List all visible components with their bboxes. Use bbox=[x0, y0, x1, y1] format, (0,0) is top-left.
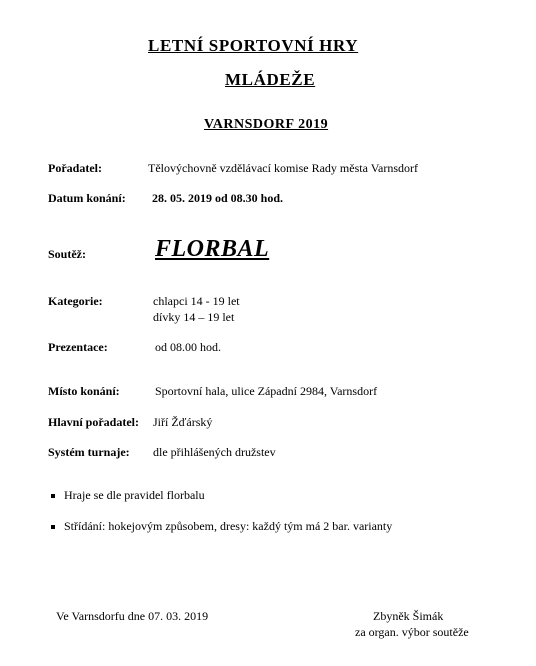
venue-label: Místo konání: bbox=[48, 384, 120, 398]
doc-title-line2: MLÁDEŽE bbox=[225, 70, 316, 89]
bullet-icon bbox=[51, 525, 55, 529]
registration-label: Prezentace: bbox=[48, 340, 108, 354]
main-organizer-label: Hlavní pořadatel: bbox=[48, 415, 140, 429]
competition-value: FLORBAL bbox=[155, 236, 270, 262]
date-label: Datum konání: bbox=[48, 191, 126, 205]
date-value: 28. 05. 2019 od 08.30 hod. bbox=[152, 191, 284, 205]
bullet-item: Střídání: hokejovým způsobem, dresy: každý tým má 2 bar. varianty bbox=[64, 519, 393, 533]
place-date: Ve Varnsdorfu dne 07. 03. 2019 bbox=[56, 609, 209, 623]
signer-role: za organ. výbor soutěže bbox=[355, 625, 469, 639]
organizer-label: Pořadatel: bbox=[48, 161, 102, 175]
competition-label: Soutěž: bbox=[48, 247, 86, 261]
category-label: Kategorie: bbox=[48, 294, 103, 308]
venue-value: Sportovní hala, ulice Západní 2984, Varnsdorf bbox=[155, 384, 378, 398]
bullet-icon bbox=[51, 494, 55, 498]
organizer-value: Tělovýchovně vzdělávací komise Rady města Varnsdorf bbox=[148, 161, 419, 175]
doc-title-line1: LETNÍ SPORTOVNÍ HRY bbox=[148, 36, 359, 55]
signer-name: Zbyněk Šimák bbox=[373, 609, 444, 623]
tournament-system-value: dle přihlášených družstev bbox=[153, 445, 276, 459]
tournament-system-label: Systém turnaje: bbox=[48, 445, 130, 459]
doc-subtitle: VARNSDORF 2019 bbox=[204, 117, 329, 132]
main-organizer-value: Jiří Žďárský bbox=[153, 415, 213, 429]
category-line2: dívky 14 – 19 let bbox=[153, 310, 235, 324]
registration-value: od 08.00 hod. bbox=[155, 340, 221, 354]
category-line1: chlapci 14 - 19 let bbox=[153, 294, 240, 308]
bullet-item: Hraje se dle pravidel florbalu bbox=[64, 488, 205, 502]
